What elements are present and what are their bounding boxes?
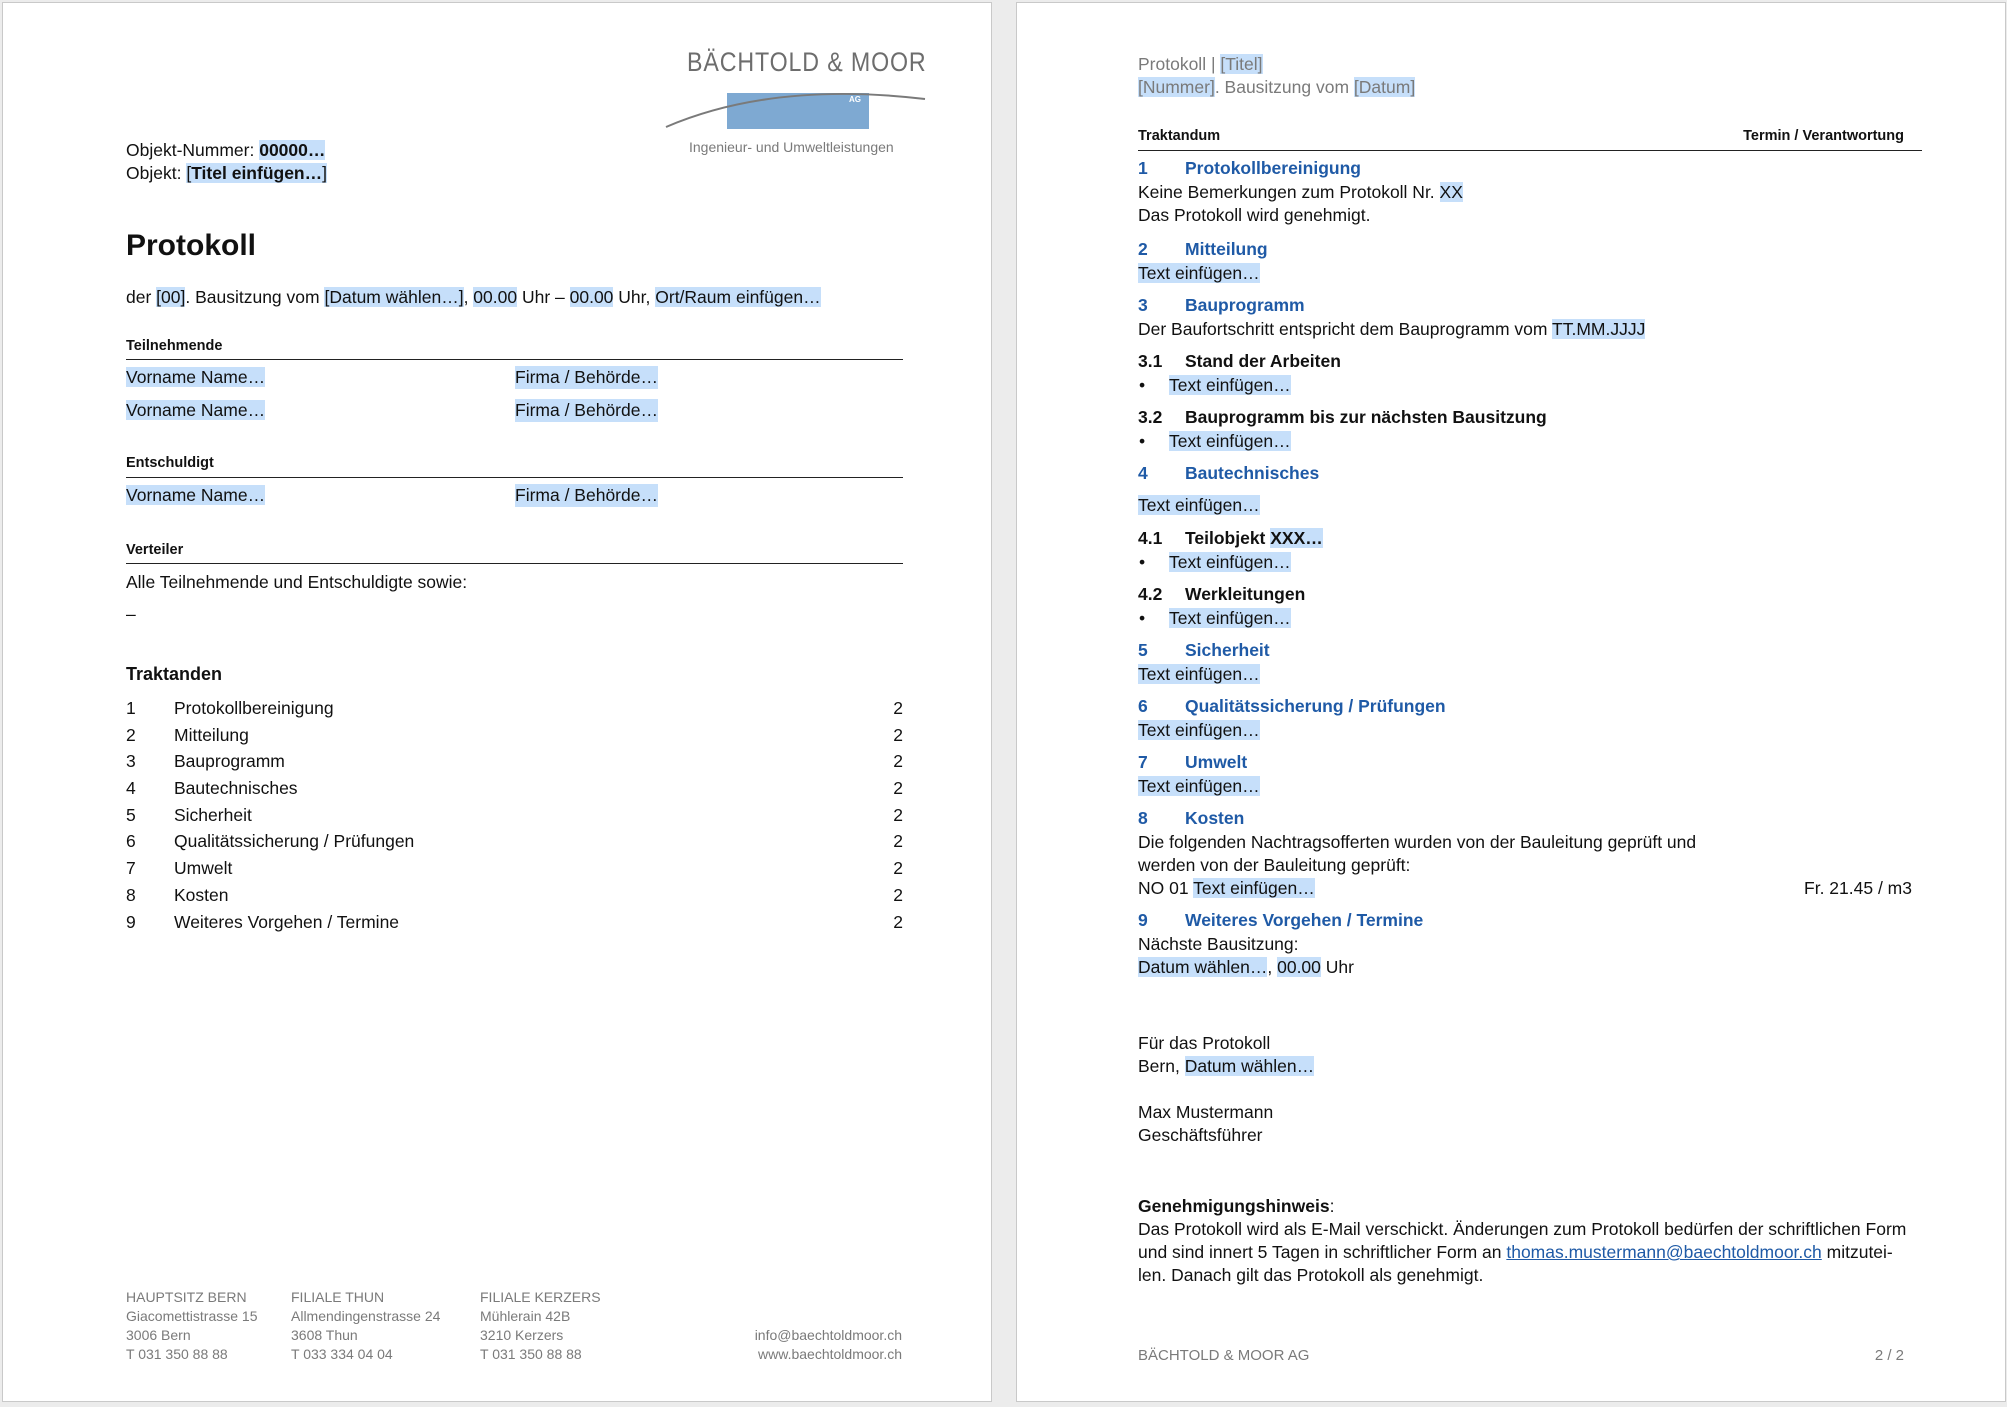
toc-page: 2	[893, 831, 903, 852]
genehmigung-heading: Genehmigungshinweis	[1138, 1196, 1330, 1216]
teilnehmende-heading: Teilnehmende	[126, 338, 223, 354]
objekt-nummer-value: 00000…	[259, 140, 326, 160]
sitzung-nr-field[interactable]: [00]	[156, 287, 186, 307]
footer-bern	[126, 1288, 258, 1364]
body-text: ,	[1267, 957, 1278, 977]
divider	[126, 477, 903, 478]
toc-page: 2	[893, 804, 903, 825]
section-4-1-bullet	[1138, 551, 1291, 574]
teilnehmer-row	[126, 399, 903, 422]
toc-page: 2	[893, 698, 903, 718]
running-header	[1138, 53, 1415, 99]
toc-num: 6	[126, 831, 136, 852]
footer-company: BÄCHTOLD & MOOR AG	[1138, 1347, 1310, 1364]
section-3-2-heading	[1138, 406, 1547, 429]
objekt-bracket-open: [	[186, 163, 192, 183]
zeit-von-field[interactable]: 00.00	[473, 287, 518, 307]
toc-page: 2	[893, 751, 903, 772]
toc-num: 5	[126, 804, 136, 825]
objekt-nummer-field[interactable]	[259, 140, 325, 160]
section-num: 6	[1138, 696, 1148, 716]
sign-role: Geschäftsführer	[1138, 1125, 1263, 1145]
section-title: Werkleitungen	[1185, 584, 1306, 604]
text-field[interactable]: Text einfügen…	[1138, 664, 1260, 684]
genehmigung-line1: Das Protokoll wird als E-Mail verschickt. Änderungen zum Protokoll bedürfen der schriftlichen Form	[1138, 1219, 1907, 1239]
footer-street: Allmendingenstrasse 24	[291, 1308, 441, 1324]
datum-field[interactable]: Datum wählen…	[1184, 1056, 1315, 1076]
objekt-nummer-line	[126, 139, 325, 162]
body-text: Keine Bemerkungen zum Protokoll Nr.	[1138, 182, 1440, 202]
subtitle-text: . Bausitzung vom	[185, 287, 325, 307]
text-field[interactable]: Text einfügen…	[1169, 431, 1291, 451]
footer-phone: T 031 350 88 88	[480, 1346, 582, 1362]
toc-label: Umwelt	[174, 858, 233, 879]
toc-label: Protokollbereinigung	[174, 698, 334, 718]
section-title: Sicherheit	[1185, 640, 1270, 660]
bullet-icon: •	[1139, 608, 1146, 628]
divider	[126, 563, 903, 564]
footer-office-title: FILIALE THUN	[291, 1289, 385, 1305]
toc-page: 2	[893, 858, 903, 879]
footer-thun	[291, 1288, 440, 1364]
datum-field[interactable]: [Datum wählen…]	[324, 287, 464, 307]
toc-item[interactable]	[126, 804, 903, 831]
section-9-line2	[1138, 956, 1354, 979]
section-4-2-bullet	[1138, 607, 1291, 630]
footer-web[interactable]: www.baechtoldmoor.ch	[758, 1346, 902, 1362]
verteiler-heading: Verteiler	[126, 542, 184, 558]
divider	[126, 359, 903, 360]
section-9-line1: Nächste Bausitzung:	[1138, 934, 1299, 954]
section-title: Qualitätssicherung / Prüfungen	[1185, 696, 1446, 716]
section-4-2-heading	[1138, 583, 1305, 606]
traktanden-heading: Traktanden	[126, 664, 223, 684]
datum-field[interactable]: Datum wählen…	[1138, 957, 1268, 977]
teilnehmer-row	[126, 366, 903, 389]
page-1	[2, 2, 992, 1402]
section-num: 4.1	[1138, 528, 1163, 548]
footer-street: Mühlerain 42B	[480, 1308, 571, 1324]
page-number: 2 / 2	[1874, 1347, 1904, 1364]
text-field[interactable]: Text einfügen…	[1169, 608, 1291, 628]
section-title: Bautechnisches	[1185, 463, 1320, 483]
toc-label: Bautechnisches	[174, 778, 298, 799]
toc-page: 2	[893, 911, 903, 932]
section-title: Weiteres Vorgehen / Termine	[1185, 910, 1424, 930]
sign-line2	[1138, 1055, 1314, 1078]
section-num: 2	[1138, 239, 1148, 259]
toc-num: 4	[126, 778, 136, 799]
logo-wordmark: BÄCHTOLD & MOOR	[687, 47, 927, 77]
section-3-heading	[1138, 294, 1305, 317]
section-1-heading	[1138, 157, 1361, 180]
entschuldigt-row	[126, 484, 903, 507]
zeit-bis-field[interactable]: 00.00	[569, 287, 614, 307]
teilnehmer-name-field[interactable]: Vorname Name…	[126, 400, 266, 420]
genehmigung-line2	[1138, 1241, 1893, 1264]
subtitle-text: ,	[463, 287, 474, 307]
toc-num: 1	[126, 698, 136, 718]
header-titel-field[interactable]: [Titel]	[1220, 54, 1263, 74]
section-title: Teilobjekt	[1185, 528, 1271, 548]
footer-phone: T 031 350 88 88	[126, 1346, 228, 1362]
toc-page: 2	[893, 884, 903, 905]
section-num: 3.1	[1138, 351, 1163, 371]
sign-name: Max Mustermann	[1138, 1102, 1274, 1122]
nachtrag-row	[1138, 877, 1922, 900]
body-text: Der Baufortschritt entspricht dem Bauprogramm vom	[1138, 319, 1553, 339]
toc-label: Mitteilung	[174, 724, 249, 745]
section-num: 4	[1138, 463, 1148, 483]
section-5-text	[1138, 663, 1260, 686]
section-7-heading	[1138, 751, 1247, 774]
teilnehmer-firma-field[interactable]: Firma / Behörde…	[515, 367, 658, 387]
body-text: Uhr	[1320, 957, 1354, 977]
section-6-heading	[1138, 695, 1446, 718]
footer-office-title: FILIALE KERZERS	[480, 1289, 601, 1305]
nachtrag-nr: NO 01	[1138, 878, 1189, 898]
sign-line1: Für das Protokoll	[1138, 1033, 1271, 1053]
section-num: 1	[1138, 158, 1148, 178]
section-9-heading	[1138, 909, 1423, 932]
section-2-text	[1138, 262, 1260, 285]
divider	[1138, 150, 1922, 151]
text-field[interactable]: Text einfügen…	[1138, 263, 1260, 283]
objekt-bracket-close: ]	[322, 163, 327, 183]
logo-ag: AG	[849, 95, 861, 104]
section-title: Bauprogramm bis zur nächsten Bausitzung	[1185, 407, 1547, 427]
company-logo	[663, 43, 928, 158]
section-num: 5	[1138, 640, 1148, 660]
footer-city: 3210 Kerzers	[480, 1327, 564, 1343]
toc-num: 7	[126, 858, 136, 879]
toc-item[interactable]	[126, 724, 903, 751]
section-6-text	[1138, 719, 1260, 742]
toc-num: 9	[126, 911, 136, 932]
section-8-line1: Die folgenden Nachtragsofferten wurden von der Bauleitung geprüft und	[1138, 832, 1697, 852]
section-1-line2: Das Protokoll wird genehmigt.	[1138, 205, 1371, 225]
section-3-2-bullet	[1138, 430, 1291, 453]
footer-email[interactable]: info@baechtoldmoor.ch	[754, 1327, 902, 1343]
footer-street: Giacomettistrasse 15	[126, 1308, 258, 1324]
page-2	[1016, 2, 2006, 1402]
text-field[interactable]: Text einfügen…	[1193, 878, 1315, 898]
section-title: Umwelt	[1185, 752, 1248, 772]
section-num: 7	[1138, 752, 1148, 772]
text-field[interactable]: Text einfügen…	[1169, 375, 1291, 395]
toc-label: Sicherheit	[174, 804, 252, 825]
nachtrag-price: Fr. 21.45 / m3	[1804, 878, 1912, 898]
toc-label: Kosten	[174, 884, 229, 905]
col-head-termin: Termin / Verantwortung	[1743, 128, 1904, 144]
logo-tagline: Ingenieur- und Umweltleistungen	[689, 139, 894, 155]
section-num: 3.2	[1138, 407, 1163, 427]
email-link[interactable]: thomas.mustermann@baechtoldmoor.ch	[1506, 1242, 1822, 1262]
entschuldigt-firma-field[interactable]: Firma / Behörde…	[515, 485, 658, 505]
section-4-1-heading	[1138, 527, 1323, 550]
section-8-line2: werden von der Bauleitung geprüft:	[1138, 855, 1411, 875]
header-text: Protokoll |	[1138, 54, 1221, 74]
toc-item[interactable]	[126, 777, 903, 804]
bausitzung-line	[126, 286, 821, 309]
section-5-heading	[1138, 639, 1270, 662]
section-3-1-heading	[1138, 350, 1341, 373]
section-3-text	[1138, 318, 1645, 341]
section-title: Mitteilung	[1185, 239, 1268, 259]
footer-city: 3608 Thun	[291, 1327, 358, 1343]
toc-item[interactable]	[126, 857, 903, 884]
header-nummer-field[interactable]: [Nummer]	[1138, 77, 1215, 97]
toc-label: Qualitätssicherung / Prüfungen	[174, 831, 415, 852]
section-2-heading	[1138, 238, 1268, 261]
objekt-value: Titel einfügen…	[191, 163, 323, 183]
teilobjekt-field[interactable]: XXX…	[1270, 528, 1323, 548]
toc-page: 2	[893, 724, 903, 745]
toc-item[interactable]	[126, 884, 903, 911]
bullet-icon: •	[1139, 431, 1146, 451]
toc-label: Bauprogramm	[174, 751, 285, 772]
body-text: und sind innert 5 Tagen in schriftlicher Form an	[1138, 1242, 1507, 1262]
toc-num: 3	[126, 751, 136, 772]
subtitle-text: Uhr –	[517, 287, 570, 307]
col-head-traktandum: Traktandum	[1138, 128, 1221, 144]
ort-field[interactable]: Ort/Raum einfügen…	[655, 287, 821, 307]
toc-label: Weiteres Vorgehen / Termine	[174, 911, 400, 932]
teilnehmer-name-field[interactable]: Vorname Name…	[126, 367, 266, 387]
traktanden-list	[126, 697, 903, 937]
section-num: 3	[1138, 295, 1148, 315]
entschuldigt-name-field[interactable]: Vorname Name…	[126, 485, 266, 505]
bullet-icon: •	[1139, 375, 1146, 395]
header-datum-field[interactable]: [Datum]	[1353, 77, 1416, 97]
teilnehmer-firma-field[interactable]: Firma / Behörde…	[515, 400, 658, 420]
section-3-1-bullet	[1138, 374, 1291, 397]
subtitle-text: der	[126, 287, 157, 307]
section-num: 9	[1138, 910, 1148, 930]
genehmigung-line3: len. Danach gilt das Protokoll als genehmigt.	[1138, 1265, 1484, 1285]
toc-item[interactable]	[126, 911, 903, 938]
section-title: Bauprogramm	[1185, 295, 1305, 315]
footer-city: 3006 Bern	[126, 1327, 191, 1343]
objekt-nummer-label: Objekt-Nummer:	[126, 140, 260, 160]
toc-item[interactable]	[126, 750, 903, 777]
toc-item[interactable]	[126, 697, 903, 724]
toc-num: 2	[126, 724, 136, 745]
footer-phone: T 033 334 04 04	[291, 1346, 393, 1362]
objekt-line	[126, 162, 327, 185]
objekt-field[interactable]	[186, 163, 327, 183]
verteiler-text: Alle Teilnehmende und Entschuldigte sowie:	[126, 572, 468, 592]
toc-item[interactable]	[126, 830, 903, 857]
page-title: Protokoll	[126, 229, 257, 262]
date-field[interactable]: TT.MM.JJJJ	[1552, 319, 1646, 339]
section-7-text	[1138, 775, 1260, 798]
objekt-label: Objekt:	[126, 163, 187, 183]
section-4-heading	[1138, 462, 1319, 485]
toc-num: 8	[126, 884, 136, 905]
toc-page: 2	[893, 778, 903, 799]
section-title: Stand der Arbeiten	[1185, 351, 1341, 371]
body-text: Bern,	[1138, 1056, 1185, 1076]
footer-kerzers	[480, 1288, 601, 1364]
text-field[interactable]: Text einfügen…	[1138, 776, 1260, 796]
footer-contact	[755, 1326, 902, 1364]
subtitle-text: Uhr,	[613, 287, 656, 307]
text-field[interactable]: Text einfügen…	[1138, 495, 1260, 515]
footer-office-title: HAUPTSITZ BERN	[126, 1289, 247, 1305]
section-num: 8	[1138, 808, 1148, 828]
section-title: Kosten	[1185, 808, 1245, 828]
bullet-icon: •	[1139, 552, 1146, 572]
body-text: :	[1329, 1196, 1335, 1216]
entschuldigt-heading: Entschuldigt	[126, 455, 214, 471]
genehmigung-title	[1138, 1195, 1334, 1218]
text-field[interactable]: Text einfügen…	[1169, 552, 1291, 572]
protokoll-nr-field[interactable]: XX	[1439, 182, 1463, 202]
body-text: mitzutei-	[1821, 1242, 1893, 1262]
section-1-line1	[1138, 181, 1463, 204]
section-8-heading	[1138, 807, 1244, 830]
verteiler-dash: –	[126, 604, 136, 624]
section-title: Protokollbereinigung	[1185, 158, 1361, 178]
section-num: 4.2	[1138, 584, 1163, 604]
section-4-text	[1138, 494, 1260, 517]
text-field[interactable]: Text einfügen…	[1138, 720, 1260, 740]
zeit-field[interactable]: 00.00	[1277, 957, 1321, 977]
header-text: . Bausitzung vom	[1214, 77, 1354, 97]
